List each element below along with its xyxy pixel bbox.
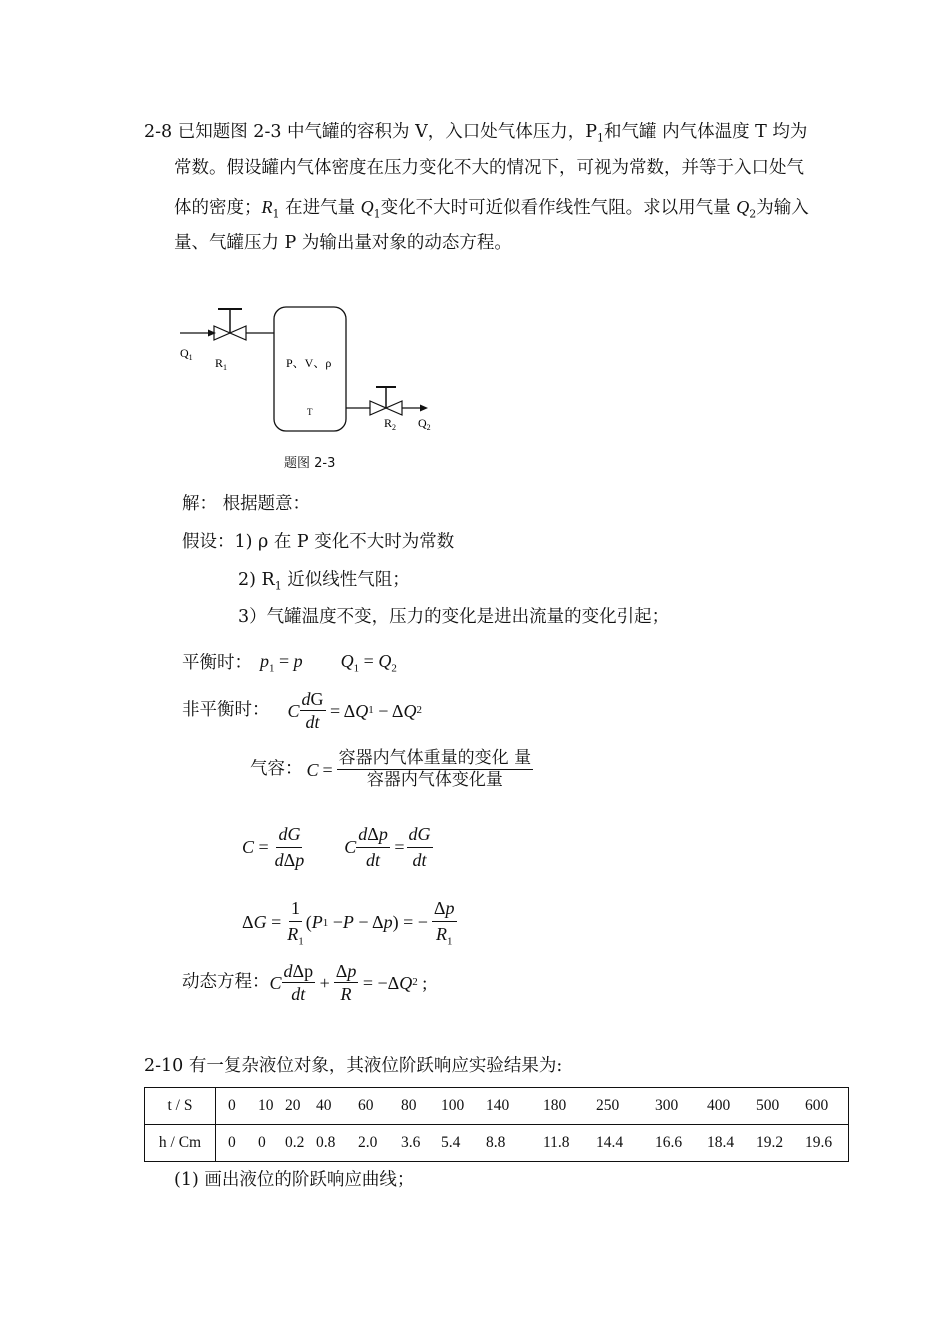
table-cell: 0.2 [285,1134,305,1151]
table-cell: 60 [358,1097,374,1114]
table-cell: 8.8 [486,1134,506,1151]
label-q1: $Q_1$ [180,346,193,362]
label-r1: $R_1$ [215,356,228,372]
table-row-time-values [216,1088,849,1125]
table-cell: 0 [228,1097,236,1114]
tank-label: P、V、ρ [286,356,332,370]
table-cell: 400 [707,1097,731,1114]
problem-2-8-line1: 2-8 已知题图 2-3 中气罐的容积为 V，入口处气体压力，$P_1$和气罐 内气体温度 T 均为 [144,122,808,145]
table-cell: 19.2 [756,1134,784,1151]
figure-caption: 题图 2-3 [284,456,336,471]
table-cell: 600 [805,1097,829,1114]
table-header-height: h / Cm [145,1125,216,1162]
table-row [145,1125,849,1162]
problem-2-8-line4: 量、气罐压力 P 为输出量对象的动态方程。 [174,233,512,253]
table-row [145,1088,849,1125]
table-cell: 14.4 [596,1134,624,1151]
assumption-2: 2) $R_1$ 近似线性气阻； [238,570,410,593]
label-q2: $Q_2$ [418,416,431,432]
table-cell: 0.8 [316,1134,336,1151]
label-r2: $R_2$ [384,416,397,432]
task-1: (1) 画出液位的阶跃响应曲线； [174,1170,415,1190]
assumption-3: 3）气罐温度不变，压力的变化是进出流量的变化引起； [238,607,670,627]
table-cell: 250 [596,1097,620,1114]
table-cell: 18.4 [707,1134,735,1151]
table-cell: 11.8 [543,1134,570,1151]
table-cell: 80 [401,1097,417,1114]
dynamic-equation: 动态方程： C $\frac{\text{dΔp}}{dt}$ + $\frac{\Delta p}{R}$ = −Δ Q 2 ; [182,961,428,1004]
solution-intro: 解： 根据题意： [182,494,311,514]
table-header-time: t / S [145,1088,216,1125]
table-cell: 10 [258,1097,274,1114]
capacity-definition: 气容： C = $\frac{\text{容器内气体重量的变化 量}}{\text{容器内气体变化量}}$ [250,748,532,790]
table-cell: 140 [486,1097,510,1114]
table-cell: 20 [285,1097,301,1114]
table-cell: 500 [756,1097,780,1114]
capacity-derivative-equations: C = $\frac{dG}{\text{dΔp}}$ C $\frac{\text{dΔp}}{dt}$ = $\frac{dG}{dt}$ [242,824,431,870]
table-cell: 5.4 [441,1134,461,1151]
inlet-valve-icon [214,326,230,340]
table-cell: 19.6 [805,1134,833,1151]
table-cell: 40 [316,1097,332,1114]
step-response-table [144,1087,849,1162]
table-cell: 2.0 [358,1134,378,1151]
table-cell: 300 [655,1097,679,1114]
nonbalance-equation: 非平衡时： C $\frac{dG}{dt}$ = Δ Q 1 − Δ Q 2 [182,689,422,732]
problem-2-10-title: 2-10 有一复杂液位对象，其液位阶跃响应实验结果为: [144,1056,563,1076]
problem-2-8-line3: 体的密度；$R_1$ 在进气量 $Q_1$变化不大时可近似看作线性气阻。求以用气量 $Q_2$为输入 [174,197,809,221]
table-cell: 0 [228,1134,236,1151]
table-cell: 3.6 [401,1134,421,1151]
table-cell: 100 [441,1097,465,1114]
tank-t-label: T [307,407,313,417]
table-row-height-values [216,1125,849,1162]
table-cell: 0 [258,1134,266,1151]
assumption-1: 假设：1) ρ 在 P 变化不大时为常数 [182,532,455,552]
balance-equation: 平衡时： $p_1 = p$ $Q_1 = Q_2$ [182,651,397,675]
tank-diagram [170,295,450,475]
delta-g-equation: Δ G = $\frac{1}{R_1}$ ( P 1 − P − Δ p ) = − $\frac{\Delta p}{R_1}$ [242,898,455,948]
table-cell: 16.6 [655,1134,683,1151]
outlet-valve-icon [370,401,386,415]
table-cell: 180 [543,1097,567,1114]
problem-2-8-line2: 常数。假设罐内气体密度在压力变化不大的情况下，可视为常数，并等于入口处气 [174,158,804,178]
